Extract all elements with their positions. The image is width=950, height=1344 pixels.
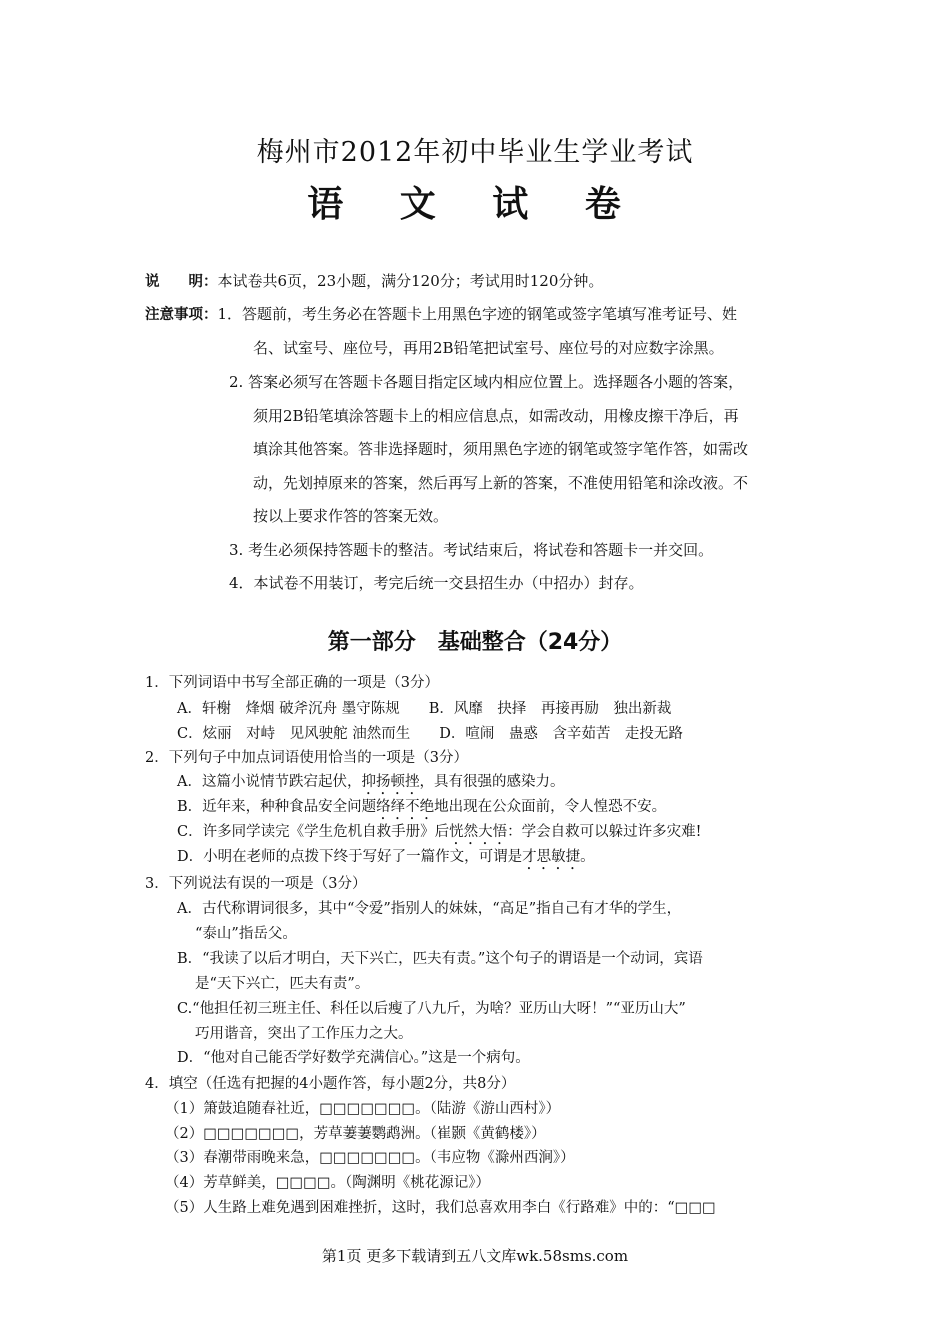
option-b-text-after: 地出现在公众面前，令人惶恐不安。 — [434, 799, 667, 815]
question-2-option-b — [177, 795, 666, 823]
description-text: 本试卷共6页，23小题，满分120分；考试用时120分钟。 — [217, 272, 604, 290]
option-c-dotted-word: 恍然大悟 — [449, 824, 508, 840]
question-3-line: C.“他担任初三班主任、科任以后瘦了八九斤，为啥？亚历山大呀！”“亚历山大” — [177, 1001, 686, 1017]
question-1-options-ab: A．轩榭 烽烟 破斧沉舟 墨守陈规 B．风靡 抉择 再接再励 独出新裁 — [177, 701, 672, 717]
description-label: 说 明： — [145, 274, 218, 290]
notes-line-5: 填涂其他答案。答非选择题时，须用黑色字迹的钢笔或签字笔作答，如需改 — [253, 440, 749, 458]
question-3-line: B．“我读了以后才明白，天下兴亡，匹夫有责。”这个句子的谓语是一个动词，宾语 — [177, 951, 703, 967]
description-line — [145, 270, 603, 291]
question-3-line: 巧用谐音，突出了工作压力之大。 — [195, 1026, 413, 1042]
exam-subject-title: 语 文 试 卷 — [307, 183, 643, 225]
option-c-text-after: ：学会自救可以躲过许多灾难! — [507, 824, 702, 840]
page-footer: 第1页 更多下载请到五八文库wk.58sms.com — [321, 1247, 629, 1265]
question-1-options-cd: C．炫丽 对峙 见风驶舵 油然而生 D．喧闹 蛊惑 含辛茹苦 走投无路 — [177, 726, 683, 742]
option-b-text-before: B．近年来，种种食品安全问题 — [177, 799, 377, 815]
option-a-dotted-word: 抑扬顿挫 — [361, 774, 420, 790]
notes-line-6: 动，先划掉原来的答案，然后再写上新的答案，不准使用铅笔和涂改液。不 — [253, 474, 749, 492]
question-2-option-a — [177, 770, 564, 798]
notes-line-4: 须用2B铅笔填涂答题卡上的相应信息点，如需改动，用橡皮擦干净后，再 — [253, 407, 739, 425]
option-d-text-after: 。 — [580, 849, 595, 865]
question-4-stem: 4．填空（任选有把握的4小题作答，每小题2分，共8分） — [145, 1076, 516, 1092]
question-3-line: 是“天下兴亡，匹夫有责”。 — [195, 976, 370, 992]
question-4-item: （3）春潮带雨晚来急，□□□□□□□。（韦应物《滁州西涧》） — [165, 1150, 575, 1166]
question-2-option-d — [177, 845, 595, 873]
option-a-text-after: ，具有很强的感染力。 — [419, 774, 565, 790]
question-3-stem: 3．下列说法有误的一项是（3分） — [145, 876, 367, 892]
option-b-dotted-word: 络绎不绝 — [376, 799, 435, 815]
question-3-line: A．古代称谓词很多，其中“令爱”指别人的妹妹，“高足”指自己有才华的学生， — [177, 901, 682, 917]
question-4-item: （4）芳草鲜美，□□□□。（陶渊明《桃花源记》） — [165, 1175, 491, 1191]
question-3-line: “泰山”指岳父。 — [195, 926, 297, 942]
option-c-text-before: C．许多同学读完《学生危机自救手册》后 — [177, 824, 450, 840]
question-4-item: （1）箫鼓追随春社近，□□□□□□□。（陆游《游山西村》） — [165, 1101, 561, 1117]
option-d-text-before: D．小明在老师的点拨下终于写好了一篇作文，可谓是 — [177, 849, 523, 865]
section-title: 第一部分 基础整合（24分） — [327, 630, 623, 655]
option-d-dotted-word: 才思敏捷 — [522, 849, 581, 865]
notes-line-7: 按以上要求作答的答案无效。 — [253, 507, 449, 525]
notes-line-8: 3. 考生必须保持答题卡的整洁。考试结束后，将试卷和答题卡一并交回。 — [229, 541, 714, 559]
option-a-text-before: A．这篇小说情节跌宕起伏， — [177, 774, 362, 790]
question-2-option-c — [177, 820, 701, 848]
question-2-stem: 2．下列句子中加点词语使用恰当的一项是（3分） — [145, 750, 468, 766]
notes-line-3: 2. 答案必须写在答题卡各题目指定区域内相应位置上。选择题各小题的答案， — [229, 373, 744, 391]
notes-line-9: 4．本试卷不用装订，考完后统一交县招生办（中招办）封存。 — [229, 574, 644, 592]
exam-title: 梅州市2012年初中毕业生学业考试 — [256, 137, 694, 168]
notes-line-1 — [145, 303, 737, 324]
notes-line-2: 名、试室号、座位号，再用2B铅笔把试室号、座位号的对应数字涂黑。 — [253, 339, 724, 357]
question-4-item: （2）□□□□□□□，芳草萋萋鹦鹉洲。（崔颢《黄鹤楼》） — [165, 1126, 546, 1142]
notes-label: 注意事项： — [145, 307, 218, 323]
notes-text-1: 1．答题前，考生务必在答题卡上用黑色字迹的钢笔或签字笔填写准考证号、姓 — [217, 305, 738, 323]
question-3-line: D．“他对自己能否学好数学充满信心。”这是一个病句。 — [177, 1050, 530, 1066]
question-1-stem: 1．下列词语中书写全部正确的一项是（3分） — [145, 675, 439, 691]
question-4-item: （5）人生路上难免遇到困难挫折，这时，我们总喜欢用李白《行路难》中的：“□□□ — [165, 1200, 716, 1216]
